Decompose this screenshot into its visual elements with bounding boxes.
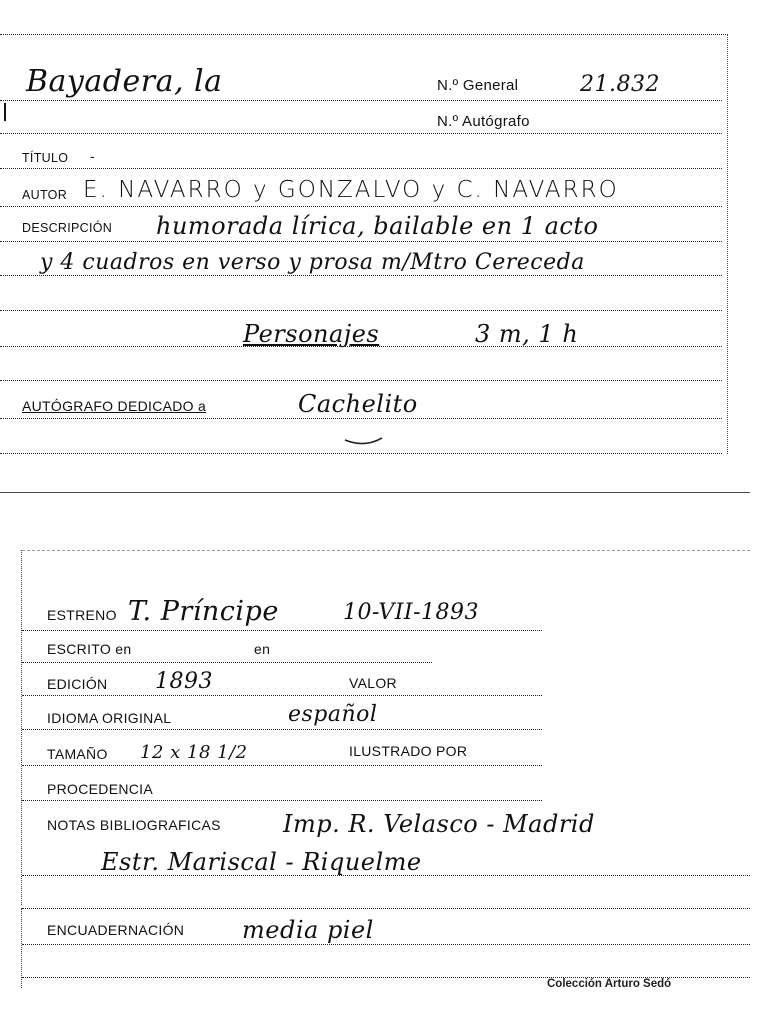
bottom-card xyxy=(0,530,759,1028)
autografo-number-label: N.º Autógrafo xyxy=(437,113,530,130)
title-handwriting: Bayadera, la xyxy=(26,64,223,99)
autor-label: AUTOR xyxy=(22,188,68,202)
general-number-value: 21.832 xyxy=(580,72,660,97)
encuadernacion-value: media piel xyxy=(242,916,374,944)
row-rule-4 xyxy=(0,206,722,207)
row-rule-8 xyxy=(0,346,722,347)
bottom-rule-7 xyxy=(22,875,750,876)
titulo-label: TÍTULO xyxy=(22,151,69,165)
tamano-value: 12 x 18 1/2 xyxy=(140,742,248,763)
autor-value: E. NAVARRO y GONZALVO y C. NAVARRO xyxy=(83,177,619,203)
edicion-value: 1893 xyxy=(155,669,213,694)
notas-label: NOTAS BIBLIOGRAFICAS xyxy=(47,817,221,833)
idioma-value: español xyxy=(288,702,378,727)
row-rule-2 xyxy=(0,133,722,134)
descripcion-label: DESCRIPCIÓN xyxy=(22,221,113,235)
bottom-rule-3 xyxy=(22,695,542,696)
estreno-place: T. Príncipe xyxy=(128,596,279,627)
left-tick xyxy=(4,103,6,121)
bottom-rule-8 xyxy=(22,908,750,909)
edicion-label: EDICIÓN xyxy=(47,676,108,692)
dedicado-label: AUTÓGRAFO DEDICADO a xyxy=(22,398,207,414)
bottom-rule-6 xyxy=(22,800,542,801)
bottom-rule-4 xyxy=(22,729,542,730)
row-rule-6 xyxy=(0,275,722,276)
personajes-value: 3 m, 1 h xyxy=(475,320,579,348)
estreno-date: 10-VII-1893 xyxy=(343,600,480,625)
bottom-rule-2 xyxy=(22,662,432,663)
row-rule-11 xyxy=(0,453,722,454)
collection-stamp: Colección Arturo Sedó xyxy=(547,978,672,990)
estreno-label: ESTRENO xyxy=(47,607,117,623)
pen-mark xyxy=(340,428,390,448)
row-rule-7 xyxy=(0,310,722,311)
bottom-rule-1 xyxy=(22,630,542,631)
escrito-label: ESCRITO en xyxy=(47,641,132,657)
bottom-rule-9 xyxy=(22,944,750,945)
tamano-label: TAMAÑO xyxy=(47,746,108,762)
top-card-top-border xyxy=(0,34,728,35)
bottom-rule-5 xyxy=(22,765,542,766)
row-rule-9 xyxy=(0,380,722,381)
row-rule-3 xyxy=(0,168,722,169)
procedencia-label: PROCEDENCIA xyxy=(47,781,153,797)
row-rule-1 xyxy=(0,100,722,101)
notas-line-1: Imp. R. Velasco - Madrid xyxy=(283,810,595,838)
card-separator xyxy=(0,492,750,493)
titulo-value: - xyxy=(90,148,95,164)
top-card xyxy=(0,0,759,495)
row-rule-5 xyxy=(0,241,722,242)
valor-label: VALOR xyxy=(349,675,397,691)
bottom-card-left-border xyxy=(21,550,22,905)
top-card-right-border xyxy=(727,34,728,454)
descripcion-line-1: humorada lírica, bailable en 1 acto xyxy=(156,212,599,240)
descripcion-line-2: y 4 cuadros en verso y prosa m/Mtro Cereceda xyxy=(40,250,585,275)
encuadernacion-label: ENCUADERNACIÓN xyxy=(47,922,185,938)
row-rule-10 xyxy=(0,418,722,419)
dedicado-value: Cachelito xyxy=(298,390,418,418)
ilustrado-label: ILUSTRADO POR xyxy=(349,743,468,759)
idioma-label: IDIOMA ORIGINAL xyxy=(47,710,172,726)
personajes-label: Personajes xyxy=(243,320,380,348)
escrito-en-label: en xyxy=(254,641,271,657)
encuadernacion-left-border xyxy=(21,908,22,988)
general-number-label: N.º General xyxy=(437,77,519,94)
bottom-card-top-border xyxy=(22,550,750,551)
notas-line-2: Estr. Mariscal - Riquelme xyxy=(101,848,422,876)
